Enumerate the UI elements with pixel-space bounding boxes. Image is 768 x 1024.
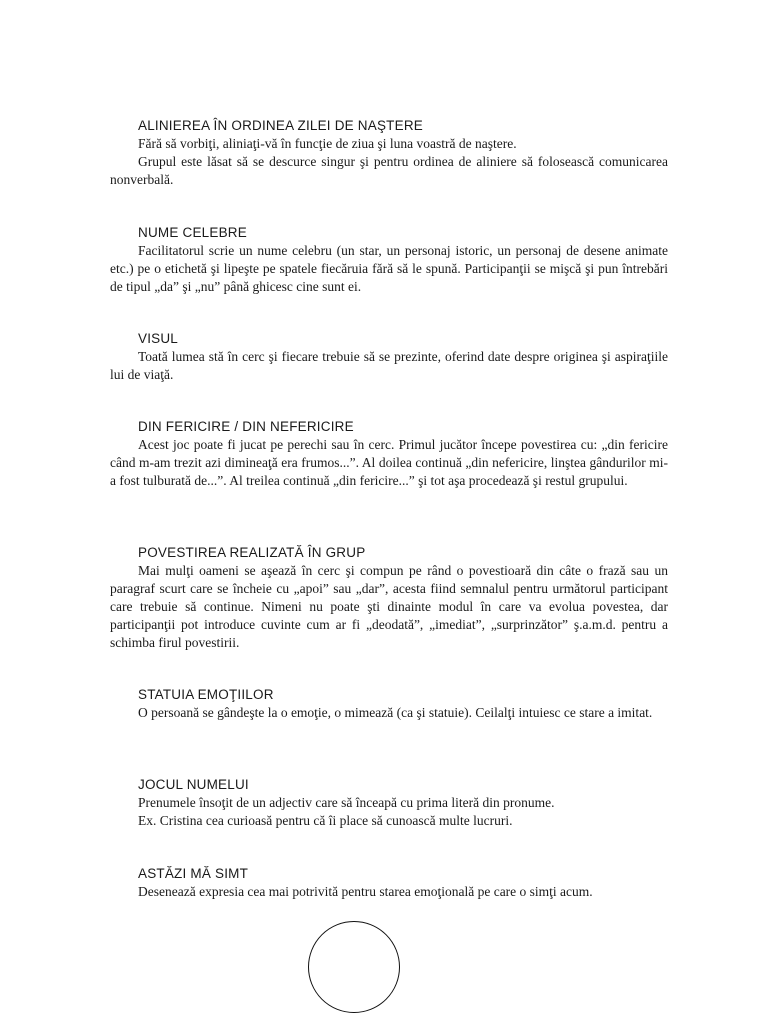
- section-title: ALINIEREA ÎN ORDINEA ZILEI DE NAŞTERE: [138, 118, 423, 133]
- section-paragraph: Desenează expresia cea mai potrivită pentru starea emoţională pe care o simţi acum.: [138, 884, 593, 899]
- section-nume-celebre: [110, 224, 668, 296]
- section-jocul-numelui: [110, 776, 668, 830]
- section-paragraph: Facilitatorul scrie un nume celebru (un star, un personaj istoric, un personaj de desene animate etc.) pe o etichetă şi lipeşte pe spatele fiecăruia fără să le spună. Participanţii se mişcă şi pun întrebări de tipul „da” şi „nu” până ghicesc cine sunt ei.: [110, 243, 668, 294]
- section-din-fericire: [110, 418, 668, 490]
- drawing-circle: [308, 921, 400, 1013]
- section-paragraph: Acest joc poate fi jucat pe perechi sau în cerc. Primul jucător începe povestirea cu: „din fericire când m-am trezit azi dimineaţă era frumos...”. Al doilea continuă „din nefericire, linştea gândurilor mi-a fost tulburată de...”. Al treilea continuă „din fericire...” şi tot aşa procedează şi restul grupului.: [110, 437, 668, 488]
- section-title: STATUIA EMOŢIILOR: [138, 687, 274, 702]
- section-paragraph: Toată lumea stă în cerc şi fiecare trebuie să se prezinte, oferind date despre originea şi aspiraţiile lui de viaţă.: [110, 349, 668, 382]
- section-title: NUME CELEBRE: [138, 225, 247, 240]
- section-astazi-ma-simt: [110, 865, 668, 901]
- section-statuia: [110, 686, 668, 722]
- section-alinierea: [110, 117, 668, 189]
- section-title: DIN FERICIRE / DIN NEFERICIRE: [138, 419, 354, 434]
- section-paragraph: Fără să vorbiţi, aliniaţi-vă în funcţie de ziua şi luna voastră de naştere.: [138, 136, 517, 151]
- section-title: POVESTIREA REALIZATĂ ÎN GRUP: [138, 545, 366, 560]
- section-paragraph: Mai mulţi oameni se aşează în cerc şi compun pe rând o povestioară din câte o frază sau un paragraf scurt care se încheie cu „apoi” sau „dar”, acesta fiind semnalul pentru următorul participant care trebuie să continue. Nimeni nu poate şti dinainte modul în care va evolua povestea, dar participanţii pot introduce cuvinte cum ar fi „deodată”, „imediat”, „surprinzător” ş.a.m.d. pentru a schimba firul povestirii.: [110, 563, 668, 650]
- section-title: JOCUL NUMELUI: [138, 777, 249, 792]
- section-povestirea: [110, 544, 668, 652]
- section-title: ASTĂZI MĂ SIMT: [138, 866, 249, 881]
- section-paragraph: Prenumele însoţit de un adjectiv care să înceapă cu prima literă din pronume.: [138, 795, 555, 810]
- section-paragraph: Ex. Cristina cea curioasă pentru că îi place să cunoască multe lucruri.: [138, 813, 513, 828]
- section-visul: [110, 330, 668, 384]
- section-title: VISUL: [138, 331, 179, 346]
- section-paragraph: Grupul este lăsat să se descurce singur şi pentru ordinea de aliniere să folosească comunicarea nonverbală.: [110, 154, 668, 187]
- section-paragraph: O persoană se gândeşte la o emoţie, o mimează (ca şi statuie). Ceilalţi intuiesc ce stare a imitat.: [138, 705, 653, 720]
